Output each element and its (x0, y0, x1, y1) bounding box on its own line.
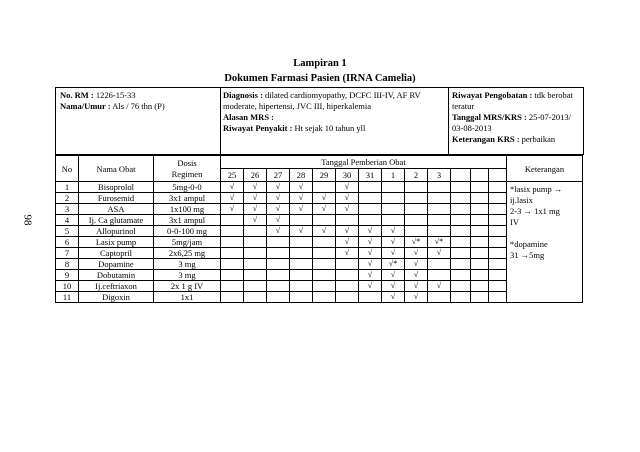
administration-mark (359, 204, 382, 215)
administration-mark (471, 226, 489, 237)
administration-mark: √ (382, 226, 405, 237)
administration-mark: √ (244, 204, 267, 215)
administration-mark (221, 270, 244, 281)
administration-mark (221, 281, 244, 292)
administration-mark (451, 292, 471, 303)
administration-mark (489, 248, 507, 259)
administration-mark: √ (405, 248, 428, 259)
administration-mark: √ (405, 292, 428, 303)
drug-dose: 3x1 ampul (154, 215, 221, 226)
administration-mark (244, 270, 267, 281)
date-header: 30 (336, 169, 359, 182)
administration-mark (336, 292, 359, 303)
drug-dose: 3 mg (154, 259, 221, 270)
administration-mark (451, 270, 471, 281)
administration-mark: √ (428, 281, 451, 292)
col-dosis-header (154, 156, 221, 182)
administration-mark (290, 248, 313, 259)
riwayat-penyakit-label: Riwayat Penyakit : (223, 123, 293, 133)
patient-identity (60, 90, 220, 112)
administration-mark (290, 281, 313, 292)
administration-mark (221, 215, 244, 226)
administration-mark: √ (221, 204, 244, 215)
administration-mark (489, 292, 507, 303)
tanggal-value: 25-07-2013/ 03-08-2013 (452, 112, 571, 133)
administration-mark (244, 259, 267, 270)
administration-mark: √ (405, 259, 428, 270)
administration-mark (471, 204, 489, 215)
administration-mark (290, 259, 313, 270)
administration-mark (244, 292, 267, 303)
administration-mark (471, 292, 489, 303)
administration-mark: √ (313, 204, 336, 215)
administration-mark (221, 226, 244, 237)
row-no: 1 (56, 182, 79, 193)
administration-mark (428, 182, 451, 193)
administration-mark (290, 292, 313, 303)
keterangan-line: *lasix pump → (510, 184, 563, 194)
administration-mark (267, 248, 290, 259)
administration-mark (290, 270, 313, 281)
keterangan-line: IV (510, 217, 519, 227)
administration-mark (336, 281, 359, 292)
administration-mark (359, 193, 382, 204)
patient-info-box (55, 87, 584, 155)
date-header: 25 (221, 169, 244, 182)
administration-mark (359, 215, 382, 226)
administration-mark (221, 259, 244, 270)
administration-mark (382, 215, 405, 226)
drug-dose: 2x6,25 mg (154, 248, 221, 259)
drug-dose: 0-0-100 mg (154, 226, 221, 237)
administration-mark (313, 270, 336, 281)
drug-name: Furosemid (79, 193, 154, 204)
administration-mark: √ (267, 204, 290, 215)
administration-mark (221, 248, 244, 259)
administration-mark: √* (382, 259, 405, 270)
administration-mark (428, 270, 451, 281)
drug-dose: 2x 1 g IV (154, 281, 221, 292)
col-dosis-line2: Regimen (171, 168, 203, 179)
table-row (56, 292, 583, 303)
administration-mark (405, 226, 428, 237)
administration-mark: √ (382, 281, 405, 292)
drug-name: Captopril (79, 248, 154, 259)
date-header (489, 169, 507, 182)
no-rm-value: 1226-15-33 (93, 90, 136, 100)
administration-mark (313, 292, 336, 303)
administration-mark (489, 204, 507, 215)
administration-mark: √ (221, 182, 244, 193)
administration-mark (336, 259, 359, 270)
administration-mark (313, 248, 336, 259)
drug-name: Ij. Ca glutamate (79, 215, 154, 226)
keterangan-line: 2-3 → 1x1 mg (510, 206, 560, 216)
administration-mark (313, 215, 336, 226)
date-header (471, 169, 489, 182)
administration-mark: √ (290, 204, 313, 215)
administration-mark: √ (267, 182, 290, 193)
administration-mark (359, 292, 382, 303)
administration-mark: √ (359, 237, 382, 248)
administration-mark (244, 237, 267, 248)
drug-dose: 5mg/jam (154, 237, 221, 248)
administration-mark (471, 237, 489, 248)
administration-mark (428, 204, 451, 215)
administration-mark (428, 193, 451, 204)
riwayat-penyakit-value: Ht sejak 10 tahun yll (292, 123, 366, 133)
administration-mark: √ (405, 270, 428, 281)
drug-name: Dobutamin (79, 270, 154, 281)
administration-mark (489, 215, 507, 226)
col-no-header: No (56, 156, 79, 182)
administration-mark (451, 248, 471, 259)
administration-mark: √ (290, 226, 313, 237)
administration-mark (221, 292, 244, 303)
divider (220, 88, 221, 154)
administration-mark: √ (336, 204, 359, 215)
administration-mark (336, 270, 359, 281)
administration-mark: √ (405, 281, 428, 292)
date-header: 26 (244, 169, 267, 182)
row-no: 7 (56, 248, 79, 259)
administration-mark (405, 215, 428, 226)
keterangan-line: ij.lasix (510, 195, 533, 205)
administration-mark: √ (382, 237, 405, 248)
riwayat-pengobatan-value: tdk berobat teratur (452, 90, 573, 111)
administration-mark: √* (405, 237, 428, 248)
keterangan-krs-label: Keterangan KRS : (452, 134, 520, 144)
date-header: 1 (382, 169, 405, 182)
administration-mark (267, 281, 290, 292)
administration-mark (489, 193, 507, 204)
keterangan-krs-value: perbaikan (519, 134, 556, 144)
administration-mark (489, 281, 507, 292)
table-row (56, 215, 583, 226)
drug-dose: 1x100 mg (154, 204, 221, 215)
keterangan-line: 31 →5mg (510, 250, 545, 260)
administration-mark (451, 204, 471, 215)
riwayat-pengobatan-label: Riwayat Pengobatan : (452, 90, 533, 100)
table-row (56, 237, 583, 248)
divider (448, 88, 449, 154)
administration-mark: √ (267, 215, 290, 226)
administration-mark: √ (267, 226, 290, 237)
row-no: 2 (56, 193, 79, 204)
administration-mark (313, 182, 336, 193)
nama-value: Als / 76 thn (P) (110, 101, 165, 111)
administration-mark (489, 237, 507, 248)
administration-mark: √ (359, 259, 382, 270)
date-header: 27 (267, 169, 290, 182)
col-nama-header: Nama Obat (79, 156, 154, 182)
tanggal-label: Tanggal MRS/KRS : (452, 112, 527, 122)
table-row (56, 226, 583, 237)
administration-mark (471, 193, 489, 204)
administration-mark: √ (382, 248, 405, 259)
administration-mark: √ (336, 248, 359, 259)
administration-mark: √ (359, 226, 382, 237)
administration-mark (451, 281, 471, 292)
administration-mark: √ (359, 281, 382, 292)
row-no: 9 (56, 270, 79, 281)
no-rm-label: No. RM : (60, 90, 94, 100)
drug-dose: 3x1 ampul (154, 193, 221, 204)
administration-mark (313, 237, 336, 248)
date-header: 2 (405, 169, 428, 182)
administration-mark: √ (244, 182, 267, 193)
administration-mark (428, 259, 451, 270)
administration-mark: √ (336, 193, 359, 204)
drug-name: Bisoprolol (79, 182, 154, 193)
table-row (56, 248, 583, 259)
administration-mark (244, 248, 267, 259)
date-header: 28 (290, 169, 313, 182)
alasan-label: Alasan MRS : (223, 112, 275, 122)
administration-mark (451, 237, 471, 248)
table-row (56, 259, 583, 270)
document-subtitle: Dokumen Farmasi Pasien (IRNA Camelia) (224, 73, 416, 84)
administration-mark (405, 204, 428, 215)
drug-dose: 5mg-0-0 (154, 182, 221, 193)
drug-name: Ij.ceftriaxon (79, 281, 154, 292)
medication-rows (56, 182, 583, 303)
administration-mark (267, 270, 290, 281)
administration-mark: √ (382, 270, 405, 281)
administration-mark (428, 292, 451, 303)
administration-mark: √ (359, 248, 382, 259)
administration-mark (244, 226, 267, 237)
table-row (56, 204, 583, 215)
diagnosis-label: Diagnosis : (223, 90, 263, 100)
table-row (56, 270, 583, 281)
row-no: 4 (56, 215, 79, 226)
administration-mark: √* (428, 237, 451, 248)
keterangan-notes (507, 182, 583, 303)
drug-name: Digoxin (79, 292, 154, 303)
administration-mark (471, 270, 489, 281)
keterangan-line: *dopamine (510, 239, 548, 249)
administration-mark (290, 237, 313, 248)
administration-mark (313, 259, 336, 270)
administration-mark (471, 281, 489, 292)
administration-mark (451, 182, 471, 193)
administration-mark (382, 182, 405, 193)
administration-mark (451, 259, 471, 270)
drug-name: ASA (79, 204, 154, 215)
drug-name: Lasix pump (79, 237, 154, 248)
administration-mark (359, 182, 382, 193)
administration-mark (451, 226, 471, 237)
col-tanggal-header: Tanggal Pemberian Obat (221, 156, 507, 169)
administration-mark: √ (428, 248, 451, 259)
administration-mark (405, 193, 428, 204)
table-row (56, 193, 583, 204)
administration-mark (313, 281, 336, 292)
date-header (451, 169, 471, 182)
table-row (56, 182, 583, 193)
administration-mark: √ (313, 226, 336, 237)
administration-mark: √ (244, 193, 267, 204)
administration-mark (221, 237, 244, 248)
administration-mark (489, 182, 507, 193)
administration-mark (336, 215, 359, 226)
row-no: 3 (56, 204, 79, 215)
administration-mark: √ (290, 193, 313, 204)
administration-mark (428, 215, 451, 226)
administration-mark (244, 281, 267, 292)
row-no: 11 (56, 292, 79, 303)
administration-mark (451, 215, 471, 226)
col-dosis-line1: Dosis (177, 157, 197, 168)
drug-dose: 1x1 (154, 292, 221, 303)
administration-mark: √ (313, 193, 336, 204)
date-header: 3 (428, 169, 451, 182)
administration-mark (267, 259, 290, 270)
administration-mark: √ (290, 182, 313, 193)
administration-mark (382, 193, 405, 204)
date-header: 31 (359, 169, 382, 182)
administration-mark (471, 248, 489, 259)
administration-mark (290, 215, 313, 226)
nama-label: Nama/Umur : (60, 101, 111, 111)
date-header: 29 (313, 169, 336, 182)
administration-mark: √ (336, 237, 359, 248)
row-no: 5 (56, 226, 79, 237)
drug-name: Dopamine (79, 259, 154, 270)
administration-mark: √ (336, 182, 359, 193)
keterangan-line (510, 228, 579, 239)
col-keterangan-header: Keterangan (507, 156, 583, 182)
administration-mark (451, 193, 471, 204)
administration-mark (471, 215, 489, 226)
administration-mark: √ (382, 292, 405, 303)
administration-mark (471, 259, 489, 270)
administration-mark: √ (336, 226, 359, 237)
administration-mark (382, 204, 405, 215)
administration-mark (267, 237, 290, 248)
row-no: 10 (56, 281, 79, 292)
administration-mark: √ (221, 193, 244, 204)
administration-mark: √ (267, 193, 290, 204)
administration-mark (489, 226, 507, 237)
administration-mark (489, 270, 507, 281)
administration-mark: √ (244, 215, 267, 226)
document-title: Lampiran 1 (293, 58, 347, 69)
row-no: 6 (56, 237, 79, 248)
patient-history (452, 90, 582, 145)
administration-mark (471, 182, 489, 193)
drug-name: Allopurinol (79, 226, 154, 237)
row-no: 8 (56, 259, 79, 270)
administration-mark (267, 292, 290, 303)
administration-mark: √ (359, 270, 382, 281)
diagnosis-value: dilated cardiomyopathy, DCFC III-IV, AF RV moderate, hipertensi, JVC III, hiperkalemia (223, 90, 421, 111)
table-row (56, 281, 583, 292)
administration-mark (489, 259, 507, 270)
administration-mark (428, 226, 451, 237)
drug-dose: 3 mg (154, 270, 221, 281)
patient-diagnosis (223, 90, 445, 134)
page-number: 98 (21, 214, 34, 226)
administration-mark (405, 182, 428, 193)
medication-table (55, 155, 583, 303)
